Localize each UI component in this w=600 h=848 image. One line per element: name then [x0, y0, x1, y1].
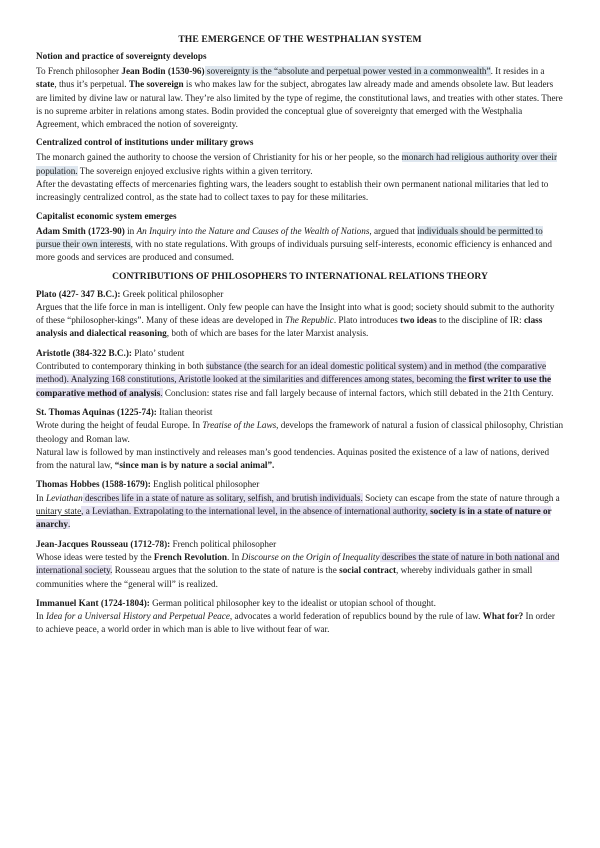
text: , thus it’s perpetual. — [54, 79, 129, 90]
bold-term: state — [36, 79, 55, 90]
text: , with no state regulations. With groups of individuals pursuing self-interests, economic efficiency is enhanced and more goods and services are produced and consumed. — [36, 238, 552, 263]
philosopher-plato — [36, 288, 564, 341]
bold-term: two ideas — [400, 315, 437, 326]
philosopher-heading — [36, 347, 564, 360]
text: is who makes law for the subject, abrogates law already made and amends obsolete law. But leaders are limited by divine law or natural law. They’re also limited by the type of regime, the constitutional laws, and treaties with other states. There is no supreme arbiter in relations among states. Bodin provided the conceptual glue of sovereignty that emerged with the Westphalia Agreement, which embraced the notion of sovereignty. — [36, 79, 563, 130]
philosopher-body — [36, 301, 564, 341]
text: To French philosopher — [36, 66, 122, 76]
highlight-purple: describes the state of nature in both national and international society. — [36, 551, 560, 576]
highlight-purple — [36, 506, 551, 529]
text: Society can escape from the state of nature through a — [362, 492, 560, 503]
text: to the discipline of IR: — [436, 315, 524, 326]
philosopher-role: French political philosopher — [170, 538, 277, 549]
text: , whereby individuals gather in small communities where the “general will” is realized. — [36, 565, 533, 589]
philosopher-name: St. Thomas Aquinas (1225-74): — [36, 406, 157, 417]
philosopher-heading — [36, 478, 564, 491]
page-title: THE EMERGENCE OF THE WESTPHALIAN SYSTEM — [178, 34, 422, 45]
philosopher-aristotle — [36, 347, 564, 400]
section-body — [36, 65, 564, 131]
text: The sovereign enjoyed exclusive rights within a given territory. — [77, 165, 313, 176]
bold-term: class analysis and dialectical reasoning — [36, 315, 543, 339]
text: substance (the search for an ideal domestic political system) and in method (the comparative method). Analyzing 168 constitutions, Aristotle looked at the similarities and differences among states, becoming the — [36, 361, 547, 385]
bold-term: The sovereign — [128, 79, 184, 90]
section-capitalist — [36, 211, 564, 265]
text: Whose ideas were tested by the — [36, 551, 154, 562]
section-heading: Capitalist economic system emerges — [36, 210, 177, 221]
philosopher-name: Immanuel Kant (1724-1804): — [36, 597, 150, 608]
text: In order to achieve peace, a world order in which man is able to live without fear of war. — [36, 611, 555, 635]
section-body: After the devastating effects of mercenaries fighting wars, the leaders sought to establish their own permanent national militaries that led to increasingly centralized control, as the state had to collect taxes to pay for these militaries. — [36, 179, 549, 203]
philosopher-heading — [36, 597, 564, 610]
philosopher-heading — [36, 538, 564, 551]
philosopher-kant — [36, 597, 564, 637]
text: , a Leviathan. Extrapolating to the international level, in the absence of international authority, — [81, 506, 431, 517]
philosopher-heading — [36, 288, 564, 301]
text: , both of which are bases for the later Marxist analysis. — [166, 328, 369, 339]
text: , develops the framework of natural a fusion of classical philosophy, Christian theology and Roman law. — [36, 420, 564, 444]
text: Rousseau argues that the solution to the state of nature is the — [112, 565, 340, 576]
text: . — [160, 387, 163, 398]
text: In — [36, 492, 46, 503]
highlight-blue: individuals should be permitted to pursue their own interests — [36, 225, 543, 249]
philosopher-aquinas — [36, 406, 564, 472]
book-title: The Republic — [285, 315, 334, 326]
philosopher-role: German political philosopher key to the idealist or utopian school of thought. — [149, 597, 436, 608]
highlight-purple: describes life in a state of nature as solitary, selfish, and brutish individuals. — [82, 492, 363, 503]
text: . In — [226, 551, 242, 562]
philosopher-role: Plato’ student — [131, 347, 185, 358]
philosopher-heading — [36, 406, 564, 419]
philosopher-name: Thomas Hobbes (1588-1679): — [36, 479, 151, 490]
philosopher-role: Italian theorist — [156, 406, 213, 417]
philosopher-name: Plato (427- 347 B.C.): — [36, 288, 121, 299]
highlight-blue: sovereignty is the “absolute and perpetual power vested in a commonwealth” — [204, 66, 491, 76]
philosopher-body — [36, 492, 564, 532]
section-body — [36, 151, 564, 178]
book-title: Discourse on the Origin of Inequality — [241, 551, 380, 562]
text: In — [36, 611, 46, 622]
text: Contributed to contemporary thinking in both — [36, 361, 206, 372]
text: . — [68, 519, 71, 530]
bold-term: society is in a state of nature or anarchy — [36, 506, 552, 530]
section-military — [36, 137, 564, 204]
highlight-blue: monarch had religious authority over their population. — [36, 152, 558, 176]
philosopher-role: English political philosopher — [150, 479, 260, 490]
text: The monarch gained the authority to choose the version of Christianity for his or her people, so the — [36, 152, 402, 163]
philosopher-role: Greek political philosopher — [120, 288, 224, 299]
book-title: Treatise of the Laws — [202, 420, 277, 431]
text: Argues that the life force in man is intelligent. Only few people can have the Insight into what is good; society should submit to the authority of these “philosopher-kings”. Many of these ideas are developed in — [36, 301, 555, 326]
section-body — [36, 225, 564, 265]
text: , argued that — [369, 225, 418, 236]
bold-term: What for? — [482, 611, 524, 622]
book-title: Idea for a Universal History and Perpetual Peace — [45, 611, 230, 622]
philosopher-hobbes — [36, 478, 564, 531]
text: Natural law is followed by man instinctively and releases man’s good tendencies. Aquinas posited the existence of a law of nations, derived from the natural law, — [36, 446, 550, 471]
bold-term: French Revolution — [153, 551, 227, 562]
philosopher-body — [36, 610, 564, 637]
underlined-term: unitary state — [36, 506, 82, 517]
text: Conclusion: states rise and fall largely because of internal factors, which still debated in the 21th Century. — [162, 387, 554, 398]
text: , advocates a world federation of republics bound by the rule of law. — [229, 611, 483, 622]
philosopher-body — [36, 419, 564, 446]
bold-term: social contract — [339, 565, 397, 576]
bodin-name: Jean Bodin (1530-96) — [121, 66, 205, 76]
philosopher-name: Aristotle (384-322 B.C.): — [36, 347, 132, 358]
philosopher-rousseau — [36, 538, 564, 591]
text: . It resides in a — [490, 66, 545, 76]
philosopher-body — [36, 360, 564, 400]
smith-name: Adam Smith (1723-90) — [36, 225, 125, 236]
bold-quote: “since man is by nature a social animal”. — [114, 460, 275, 471]
section-heading: Notion and practice of sovereignty develops — [36, 51, 207, 61]
philosopher-body — [36, 551, 564, 591]
contributions-title: CONTRIBUTIONS OF PHILOSOPHERS TO INTERNATIONAL RELATIONS THEORY — [112, 270, 488, 282]
book-title: Leviathan — [45, 492, 83, 503]
philosopher-name: Jean-Jacques Rousseau (1712-78): — [36, 538, 171, 549]
text: . Plato introduces — [333, 315, 401, 326]
text: Wrote during the height of feudal Europe. In — [36, 420, 203, 431]
philosopher-body — [36, 446, 564, 473]
section-heading: Centralized control of institutions under military grows — [36, 137, 254, 148]
book-title: An Inquiry into the Nature and Causes of the Wealth of Nations — [136, 225, 370, 236]
section-sovereignty — [36, 51, 564, 131]
bold-term: first writer to use the comparative method of analysis — [36, 374, 552, 398]
text: in — [124, 225, 137, 236]
